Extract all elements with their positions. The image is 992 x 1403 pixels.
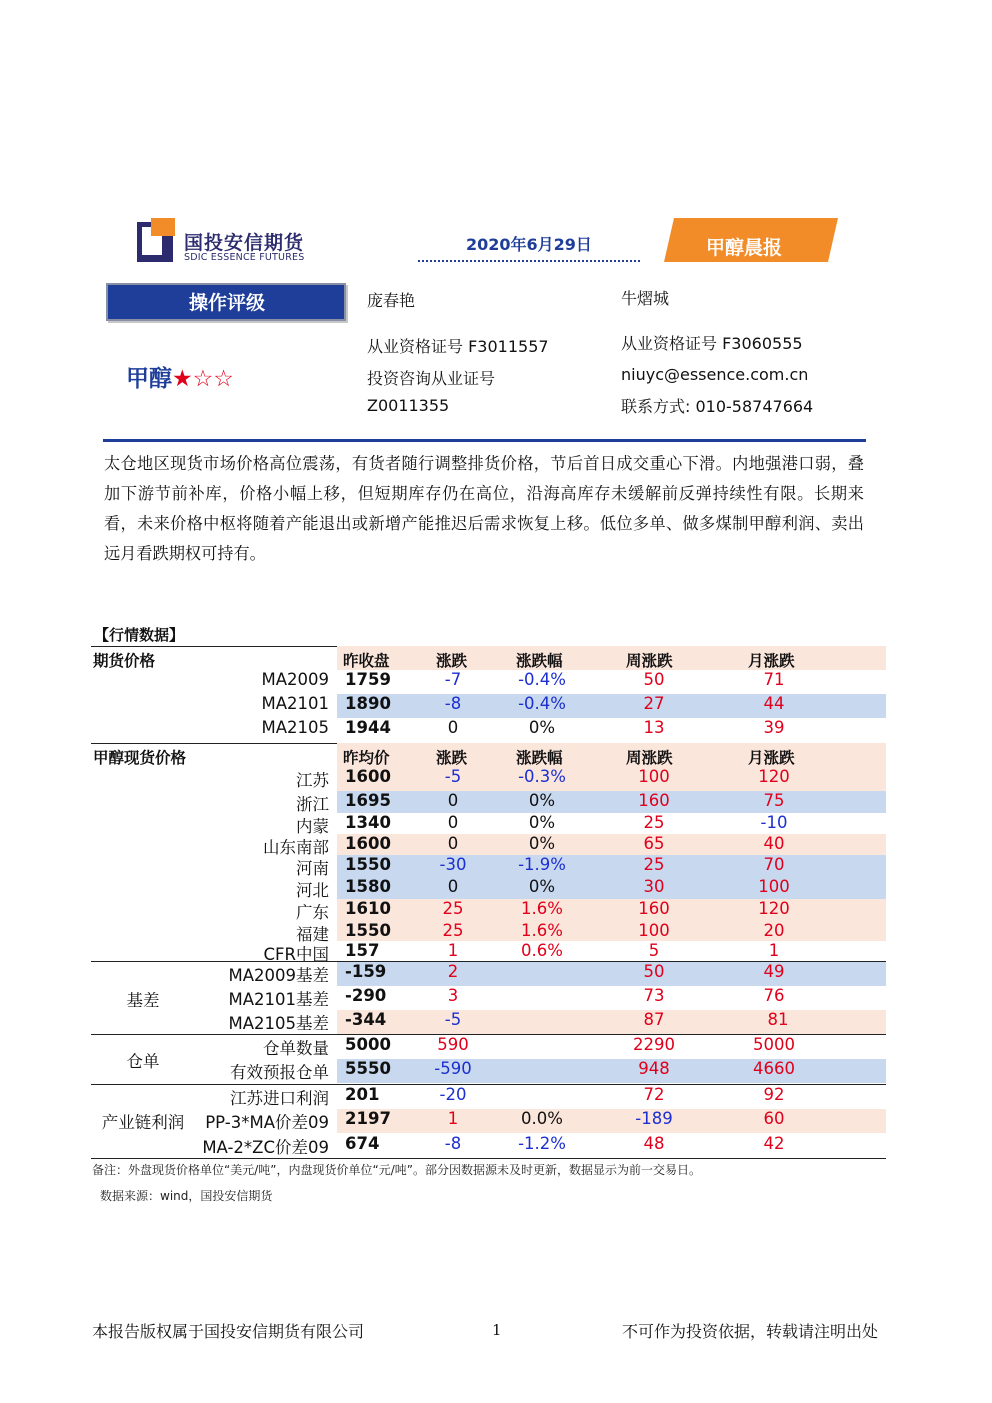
table-row — [91, 1010, 886, 1034]
row-change-pct: 0% — [528, 877, 556, 896]
row-label: 仓单数量 — [263, 1039, 329, 1058]
row-week-change: 25 — [643, 855, 665, 874]
column-header: 涨跌 — [436, 749, 468, 767]
footer-copyright: 本报告版权属于国投安信期货有限公司 — [92, 1322, 365, 1341]
column-header: 涨跌幅 — [516, 749, 563, 767]
table-row — [91, 834, 886, 855]
row-change: 0 — [447, 834, 459, 853]
row-change: 0 — [447, 813, 459, 832]
row-week-change: 160 — [638, 791, 670, 810]
row-value: 1550 — [345, 921, 391, 940]
table-row — [91, 694, 886, 718]
row-value: 1600 — [345, 767, 391, 786]
row-value: 5550 — [345, 1059, 391, 1078]
row-value: 1610 — [345, 899, 391, 918]
star-rating-icon: ★☆☆ — [172, 366, 234, 392]
row-month-change: 44 — [763, 694, 785, 713]
row-label: CFR中国 — [263, 945, 329, 964]
row-change: 25 — [442, 899, 464, 918]
column-header: 周涨跌 — [626, 749, 673, 767]
row-change: -590 — [434, 1059, 472, 1078]
table-row — [91, 813, 886, 834]
row-week-change: 5 — [648, 941, 660, 960]
table-title: 【行情数据】 — [94, 626, 185, 644]
row-week-change: 948 — [638, 1059, 670, 1078]
row-label: 广东 — [296, 903, 329, 922]
row-value: -159 — [345, 962, 387, 981]
column-header: 昨收盘 — [343, 652, 390, 670]
table-row — [91, 1059, 886, 1083]
row-change-pct: -1.9% — [518, 855, 566, 874]
date-divider — [418, 260, 640, 262]
row-month-change: 1 — [768, 941, 780, 960]
row-month-change: 71 — [763, 670, 785, 689]
table-row — [91, 986, 886, 1010]
column-header: 月涨跌 — [748, 652, 795, 670]
row-change-pct: -0.4% — [518, 694, 566, 713]
column-header: 周涨跌 — [626, 652, 673, 670]
row-value: -344 — [345, 1010, 387, 1029]
row-change-pct: 0.6% — [521, 941, 563, 960]
market-summary: 太仓地区现货市场价格高位震荡，有货者随行调整排货价格，节后首日成交重心下滑。内地强港口弱，叠加下游节前补库，价格小幅上移，但短期库存仍在高位，沿海高库存未缓解前反弹持续性有限。长期来看，未来价格中枢将随着产能退出或新增产能推迟后需求恢复上移。低位多单、做多煤制甲醇利润、卖出远月看跌期权可持有。 — [104, 454, 864, 563]
table-row — [91, 1109, 886, 1133]
table-row — [91, 1134, 886, 1158]
row-week-change: 87 — [643, 1010, 665, 1029]
footer-disclaimer: 不可作为投资依据，转载请注明出处 — [622, 1322, 879, 1341]
table-row — [91, 670, 886, 694]
row-label: MA2009基差 — [228, 966, 329, 985]
row-change: 0 — [447, 791, 459, 810]
company-name-cn: 国投安信期货 — [184, 232, 305, 254]
row-label: 江苏进口利润 — [230, 1089, 329, 1108]
row-label: 浙江 — [296, 795, 329, 814]
row-value: 157 — [345, 941, 380, 960]
row-label: 河北 — [296, 881, 329, 900]
row-value: 1580 — [345, 877, 391, 896]
row-change-pct: 0.0% — [521, 1109, 563, 1128]
row-month-change: 75 — [763, 791, 785, 810]
table-rule — [91, 1158, 886, 1159]
row-change: 1 — [447, 1109, 459, 1128]
row-change: -7 — [444, 670, 462, 689]
row-label: 江苏 — [296, 771, 329, 790]
row-label: MA2101 — [261, 694, 329, 713]
row-month-change: -10 — [760, 813, 788, 832]
row-value: 1944 — [345, 718, 391, 737]
row-change: -30 — [439, 855, 467, 874]
analyst2-email[interactable]: niuyc@essence.com.cn — [621, 365, 809, 384]
table-row — [91, 1085, 886, 1109]
row-value: -290 — [345, 986, 387, 1005]
row-change-pct: 0% — [528, 791, 556, 810]
table-row — [91, 921, 886, 944]
row-change-pct: 1.6% — [521, 899, 563, 918]
table-row — [91, 767, 886, 791]
row-value: 674 — [345, 1134, 380, 1153]
row-month-change: 76 — [763, 986, 785, 1005]
row-week-change: 100 — [638, 921, 670, 940]
row-change-pct: -0.4% — [518, 670, 566, 689]
row-change: -20 — [439, 1085, 467, 1104]
table-header-row — [91, 646, 886, 670]
row-label: 有效预报仓单 — [230, 1063, 329, 1082]
data-source: 数据来源：wind，国投安信期货 — [100, 1189, 273, 1203]
row-label: MA2009 — [261, 670, 329, 689]
row-change-pct: 0% — [528, 813, 556, 832]
column-header: 月涨跌 — [748, 749, 795, 767]
row-change: -5 — [444, 1010, 462, 1029]
table-row — [91, 855, 886, 877]
table-note: 备注：外盘现货价格单位“美元/吨”，内盘现货价单位“元/吨”。部分因数据源未及时更新，数据显示为前一交易日。 — [92, 1163, 701, 1177]
row-label: PP-3*MA价差09 — [205, 1113, 329, 1132]
row-change-pct: -0.3% — [518, 767, 566, 786]
analyst2-contact: 联系方式: 010-58747664 — [621, 397, 814, 416]
row-week-change: 50 — [643, 670, 665, 689]
market-data-table — [91, 646, 886, 1157]
row-month-change: 92 — [763, 1085, 785, 1104]
row-month-change: 49 — [763, 962, 785, 981]
section-title: 期货价格 — [93, 652, 156, 670]
row-change: -8 — [444, 1134, 462, 1153]
row-month-change: 20 — [763, 921, 785, 940]
section-title: 甲醇现货价格 — [93, 749, 187, 767]
row-label: 福建 — [296, 925, 329, 944]
row-label: MA-2*ZC价差09 — [202, 1138, 329, 1157]
page-number: 1 — [492, 1321, 502, 1339]
analyst1-cert2: 投资咨询从业证号 — [367, 369, 496, 388]
analyst1-cert2-no: Z0011355 — [367, 396, 450, 415]
row-change: 0 — [447, 718, 459, 737]
row-month-change: 120 — [758, 899, 790, 918]
column-header: 涨跌幅 — [516, 652, 563, 670]
row-month-change: 42 — [763, 1134, 785, 1153]
row-week-change: 13 — [643, 718, 665, 737]
company-logo-icon — [137, 218, 175, 264]
row-label: 河南 — [296, 859, 329, 878]
row-month-change: 60 — [763, 1109, 785, 1128]
row-label: 内蒙 — [296, 817, 329, 836]
row-week-change: 50 — [643, 962, 665, 981]
row-week-change: 160 — [638, 899, 670, 918]
row-change: -5 — [444, 767, 462, 786]
section-divider — [103, 439, 866, 442]
rating-box — [106, 283, 346, 321]
table-row — [91, 962, 886, 986]
row-week-change: 65 — [643, 834, 665, 853]
row-change: 25 — [442, 921, 464, 940]
row-label: MA2105 — [261, 718, 329, 737]
row-change: -8 — [444, 694, 462, 713]
table-row — [91, 791, 886, 813]
analyst2-cert: 从业资格证号 F3060555 — [621, 334, 803, 353]
product-name: 甲醇 — [126, 366, 172, 392]
report-date: 2020年6月29日 — [466, 235, 592, 254]
table-row — [91, 718, 886, 742]
row-value: 1890 — [345, 694, 391, 713]
row-value: 1600 — [345, 834, 391, 853]
row-week-change: 27 — [643, 694, 665, 713]
row-week-change: 30 — [643, 877, 665, 896]
row-month-change: 120 — [758, 767, 790, 786]
row-change: 2 — [447, 962, 459, 981]
row-change: 590 — [437, 1035, 469, 1054]
row-month-change: 70 — [763, 855, 785, 874]
row-week-change: 2290 — [633, 1035, 675, 1054]
row-month-change: 81 — [767, 1010, 789, 1029]
row-change: 3 — [447, 986, 459, 1005]
report-tag: 甲醇晨报 — [706, 237, 783, 259]
company-name-en: SDIC ESSENCE FUTURES — [184, 252, 305, 263]
row-change-pct: 0% — [528, 834, 556, 853]
row-label: 山东南部 — [263, 838, 329, 857]
row-week-change: 100 — [638, 767, 670, 786]
table-row — [91, 1035, 886, 1059]
product-rating — [126, 360, 234, 393]
row-value: 5000 — [345, 1035, 391, 1054]
analyst1-cert: 从业资格证号 F3011557 — [367, 337, 549, 356]
row-month-change: 5000 — [753, 1035, 795, 1054]
group-label-basis: 基差 — [126, 991, 160, 1010]
analyst2-name: 牛熠城 — [621, 289, 670, 308]
table-row — [91, 877, 886, 899]
group-label-warrant: 仓单 — [126, 1052, 160, 1071]
row-month-change: 40 — [763, 834, 785, 853]
row-change: 1 — [447, 941, 459, 960]
row-value: 1759 — [345, 670, 391, 689]
row-week-change: 25 — [643, 813, 665, 832]
table-row — [91, 941, 886, 964]
analyst1-name: 庞春艳 — [367, 291, 416, 310]
column-header: 涨跌 — [436, 652, 468, 670]
row-month-change: 4660 — [753, 1059, 795, 1078]
row-value: 1340 — [345, 813, 391, 832]
row-change-pct: 1.6% — [521, 921, 563, 940]
row-label: MA2101基差 — [228, 990, 329, 1009]
row-week-change: -189 — [635, 1109, 673, 1128]
row-label: MA2105基差 — [228, 1014, 329, 1033]
rating-box-label: 操作评级 — [188, 292, 265, 314]
row-week-change: 73 — [643, 986, 665, 1005]
row-month-change: 100 — [758, 877, 790, 896]
row-change-pct: 0% — [528, 718, 556, 737]
group-label-profit: 产业链利润 — [101, 1113, 185, 1132]
row-value: 1550 — [345, 855, 391, 874]
row-month-change: 39 — [763, 718, 785, 737]
table-header-row — [91, 743, 886, 767]
row-change-pct: -1.2% — [518, 1134, 566, 1153]
column-header: 昨均价 — [343, 749, 390, 767]
row-value: 2197 — [345, 1109, 391, 1128]
row-week-change: 72 — [643, 1085, 665, 1104]
row-value: 201 — [345, 1085, 380, 1104]
row-week-change: 48 — [643, 1134, 665, 1153]
table-row — [91, 899, 886, 921]
row-change: 0 — [447, 877, 459, 896]
row-value: 1695 — [345, 791, 391, 810]
